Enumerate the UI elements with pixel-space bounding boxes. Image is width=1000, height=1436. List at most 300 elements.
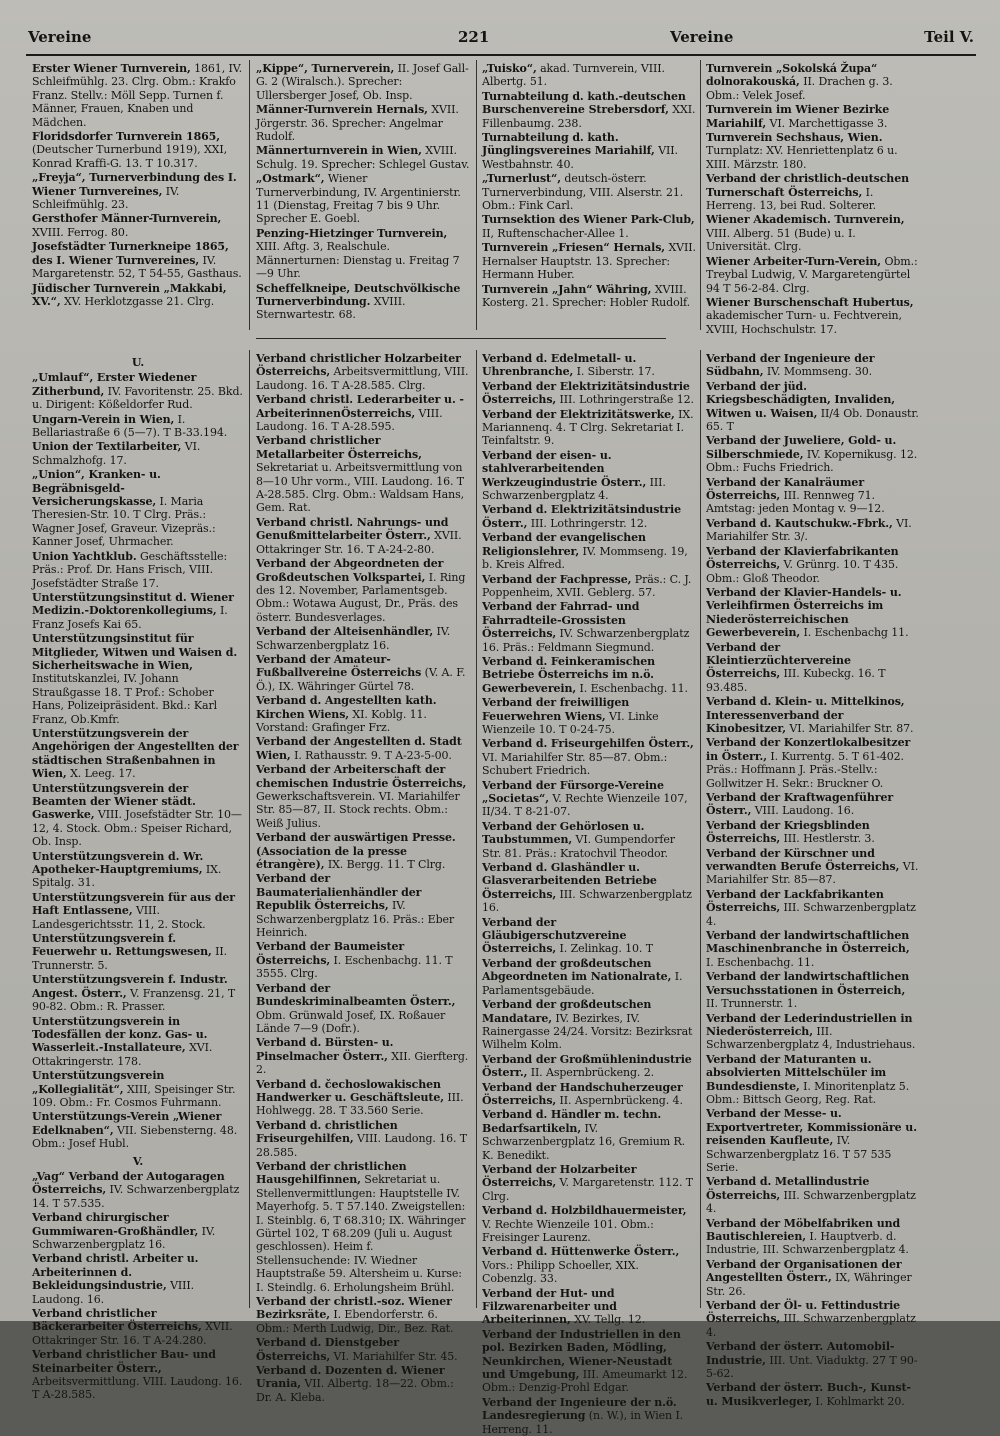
entry-name: Verband der Arbeiterschaft der chemischen Industrie Österreichs, bbox=[256, 763, 467, 790]
top-column-1 bbox=[32, 62, 244, 330]
entry-detail: VII. Albertg. 18—22. Obm.: Dr. A. Kleba. bbox=[256, 1377, 454, 1404]
entry-detail: VIII. Landesgerichtsstr. 11, 2. Stock. bbox=[32, 904, 206, 931]
entry-detail: VIII. Laudong. 16. bbox=[751, 804, 855, 818]
directory-entry bbox=[256, 103, 470, 143]
entry-detail: IV. Mommseng. 19, b. Kreis Alfred. bbox=[482, 544, 688, 572]
directory-entry bbox=[256, 694, 470, 734]
entry-detail: Turnplatz: XV. Henriettenplatz 6 u. XIII. Märzstr. 180. bbox=[706, 144, 898, 171]
entry-detail: II. Josef Gall-G. 2 (Wiralsch.). Sprecher: Ullersberger Josef, Ob. Insp. bbox=[256, 62, 469, 102]
directory-entry bbox=[706, 172, 920, 212]
entry-name: „Tuisko“, bbox=[482, 62, 537, 75]
entry-detail: X. Leeg. 17. bbox=[66, 767, 136, 781]
directory-entry bbox=[482, 1081, 696, 1108]
entry-name: Turnverein „Jahn“ Währing, bbox=[482, 282, 652, 296]
directory-entry bbox=[32, 591, 244, 631]
entry-name: Verband der landwirtschaftlichen Maschinenbranche in Österreich, bbox=[706, 929, 910, 956]
bottom-column-4 bbox=[706, 352, 920, 1408]
directory-entry bbox=[256, 516, 470, 556]
entry-detail: I. Parlamentsgebäude. bbox=[482, 970, 683, 997]
directory-entry bbox=[32, 973, 244, 1013]
entry-name: Verband der Lackfabrikanten Österreichs, bbox=[706, 887, 884, 915]
entry-detail: Sekretariat u. Stellenvermittlungen: Hauptstelle IV. Mayerhofg. 5. T 57.140. Zweigstellen: I. Steinblg. 6, T 68.310; IX. Währinger Gürtel 102, T 68.209 (Juli u. August geschlossen). Heim f. Stellensuchende: IV. Wiedner Hauptstraße 59. Altersheim u. Kurse: I. Steindlg. 6. Erholungsheim Brühl. bbox=[256, 1173, 466, 1294]
directory-entry bbox=[482, 352, 696, 379]
directory-entry bbox=[706, 791, 920, 818]
entry-name: Erster Wiener Turnverein, bbox=[32, 62, 191, 75]
entry-detail: XI. Koblg. 11. Vorstand: Grafinger Frz. bbox=[256, 707, 427, 734]
directory-entry bbox=[706, 1053, 920, 1107]
entry-name: Verband d. Holzbildhauermeister, bbox=[482, 1204, 687, 1218]
entry-name: Verband der Ingenieure der n.ö. Landesregierung bbox=[482, 1395, 677, 1423]
entry-name: Verband christlicher Holzarbeiter Österreichs, bbox=[256, 352, 461, 379]
directory-entry bbox=[256, 1336, 470, 1363]
entry-name: Verband der Baumaterialienhändler der Republik Österreichs, bbox=[256, 872, 422, 913]
directory-entry bbox=[482, 1053, 696, 1080]
entry-name: Verband der Großmühlenindustrie Österr., bbox=[482, 1052, 692, 1080]
entry-name: Verband der Fürsorge-Vereine „Societas“, bbox=[482, 778, 664, 805]
column-divider bbox=[249, 60, 250, 330]
entry-name: Verband d. Edelmetall- u. Uhrenbranche, bbox=[482, 352, 637, 379]
directory-entry bbox=[706, 586, 920, 640]
entry-name: Jüdischer Turnverein „Makkabi, XV.“, bbox=[32, 281, 227, 308]
entry-name: Wiener Akademisch. Turnverein, bbox=[706, 213, 905, 227]
entry-detail: I. Eschenbachg 11. bbox=[800, 626, 909, 640]
entry-detail: III. Schwarzenbergplatz 4. bbox=[706, 901, 916, 928]
directory-entry bbox=[32, 850, 244, 890]
entry-detail: XII. Gierfterg. 2. bbox=[256, 1049, 469, 1077]
entry-detail: III. Kubeckg. 16. T 93.485. bbox=[706, 667, 886, 694]
entry-name: Union der Textilarbeiter, bbox=[32, 440, 182, 454]
entry-name: Verband der Konzertlokalbesitzer in Österr., bbox=[706, 736, 911, 763]
entry-detail: II. Trunnerstr. 5. bbox=[32, 945, 228, 972]
entry-detail: Gewerkschaftsverein. VI. Mariahilfer Str. 85—87, II. Stock rechts. Obm.: Weiß Julius. bbox=[256, 790, 460, 830]
entry-detail: VI. Marchettigasse 3. bbox=[766, 116, 888, 130]
entry-detail: IV. Schwarzenbergplatz 16. bbox=[32, 1224, 216, 1251]
entry-detail: IV. Schwarzenbergplatz 16, Gremium R. K. Benedikt. bbox=[482, 1121, 686, 1162]
entry-detail: III. Schwarzenbergplatz 4, Industriehaus. bbox=[706, 1024, 916, 1052]
entry-detail: IV. Margaretenstr. 52, T 54-55, Gasthaus. bbox=[32, 253, 242, 281]
entry-name: Verband der Lederindustriellen in Niederösterreich, bbox=[706, 1011, 913, 1038]
entry-detail: Wiener Turnerverbindung, IV. Argentinierstr. 11 (Dienstag, Freitag 7 bis 9 Uhr. Sprecher E. Goebl. bbox=[256, 172, 461, 226]
entry-detail: III. Unt. Viaduktg. 27 T 90-5-62. bbox=[706, 1353, 918, 1381]
entry-detail: I. Eschenbachg. 11. bbox=[706, 955, 815, 969]
directory-entry bbox=[32, 1211, 244, 1251]
entry-detail: III. Schwarzenbergplatz 4. bbox=[482, 475, 666, 503]
directory-entry bbox=[482, 1245, 696, 1285]
column-divider bbox=[700, 60, 701, 330]
entry-name: Verband der Kleintierzüchtervereine Österreichs, bbox=[706, 640, 851, 681]
entry-detail: Obm.: Treybal Ludwig, V. Margaretengürtel 94 T 56-2-84. Clrg. bbox=[706, 254, 918, 295]
entry-detail: I. Maria Theresien-Str. 10. T Clrg. Präs.: Wagner Josef, Graveur. Vizepräs.: Kanner Josef, Uhrmacher. bbox=[32, 495, 216, 549]
entry-name: Verband d. christlichen Friseurgehilfen, bbox=[256, 1118, 398, 1146]
entry-detail: VII. Siebensterng. 48. Obm.: Josef Hubl. bbox=[32, 1123, 238, 1151]
entry-name: Unterstützungsverein „Kollegialität“, bbox=[32, 1069, 165, 1096]
entry-detail: I. Bellariastraße 6 (5—7). T B-33.194. bbox=[32, 412, 228, 440]
entry-detail: I. Hauptverb. d. Industrie, III. Schwarzenbergplatz 4. bbox=[706, 1230, 909, 1257]
bottom-column-2 bbox=[256, 352, 470, 1404]
directory-entry bbox=[706, 517, 920, 544]
entry-name: Unterstützungsinstitut d. Wiener Medizin.-Doktorenkollegiums, bbox=[32, 590, 234, 618]
entry-name: Josefstädter Turnerkneipe 1865, des I. Wiener Turnvereines, bbox=[32, 240, 229, 267]
directory-entry bbox=[32, 891, 244, 931]
directory-entry bbox=[256, 352, 470, 392]
entry-detail: III. Ameumarkt 12. Obm.: Denzig-Prohl Edgar. bbox=[482, 1368, 688, 1395]
entry-name: Verband d. Kautschukw.-Fbrk., bbox=[706, 516, 893, 530]
entry-detail: VI. Mariahilfer Str. 85—87. bbox=[706, 860, 919, 887]
entry-name: Verband d. Angestellten kath. Kirchen Wiens, bbox=[256, 694, 437, 721]
entry-name: Verband der Fachpresse, bbox=[482, 572, 632, 586]
directory-entry bbox=[482, 241, 696, 281]
entry-name: Verband der Kriegsblinden Österreichs, bbox=[706, 818, 870, 846]
directory-entry bbox=[256, 653, 470, 693]
entry-detail: IV. Schwarzenbergplatz 16. Präs.: Eber Heinrich. bbox=[256, 899, 455, 940]
directory-entry bbox=[32, 62, 244, 129]
header-rule bbox=[26, 54, 976, 56]
entry-name: Verband der Baumeister Österreichs, bbox=[256, 940, 405, 967]
entry-name: Verband christlicher Bau- und Steinarbeiter Österr., bbox=[32, 1348, 216, 1375]
directory-entry bbox=[706, 476, 920, 516]
directory-entry bbox=[256, 872, 470, 939]
directory-entry bbox=[482, 531, 696, 571]
entry-detail: IX. Spitalg. 31. bbox=[32, 863, 222, 890]
directory-entry bbox=[706, 434, 920, 474]
entry-detail: Vors.: Philipp Schoeller, XIX. Cobenzlg. 33. bbox=[482, 1258, 639, 1286]
entry-detail: V. Grünrg. 10. T 435. Obm.: Gloß Theodor. bbox=[706, 558, 899, 585]
entry-detail: VI. Mariahilfer Str. 45. bbox=[330, 1349, 458, 1363]
directory-entry bbox=[256, 1364, 470, 1404]
directory-entry bbox=[32, 727, 244, 781]
entry-name: Unterstützungsverein der Beamten der Wiener städt. Gaswerke, bbox=[32, 781, 196, 822]
entry-name: Wiener Arbeiter-Turn-Verein, bbox=[706, 254, 882, 268]
directory-entry bbox=[256, 1160, 470, 1294]
entry-detail: VIII. Laudong. 16. T A-28.595. bbox=[256, 406, 443, 434]
entry-detail: I. Franz Josefs Kai 65. bbox=[32, 604, 228, 631]
entry-detail: II. Drachen g. 3. Obm.: Velek Josef. bbox=[706, 75, 893, 102]
entry-name: Männer-Turnverein Hernals, bbox=[256, 103, 428, 117]
entry-name: Verband d. Metallindustrie Österreichs, bbox=[706, 1175, 870, 1202]
entry-name: Verband der Juweliere, Gold- u. Silberschmiede, bbox=[706, 434, 897, 461]
entry-detail: VI. Gumpendorfer Str. 81. Präs.: Kratochvil Theodor. bbox=[482, 833, 675, 860]
entry-name: „Umlauf“, Erster Wiedener Zitherbund, bbox=[32, 371, 197, 398]
entry-detail: II/4 Ob. Donaustr. 65. T bbox=[706, 406, 919, 434]
entry-detail: Sekretariat u. Arbeitsvermittlung von 8—10 Uhr vorm., VIII. Laudong. 16. T A-28.585. Clrg. Obm.: Waldsam Hans, Gem. Rat. bbox=[256, 461, 465, 515]
directory-entry bbox=[482, 1163, 696, 1203]
entry-detail: VI. Schmalzhofg. 17. bbox=[32, 440, 201, 467]
directory-entry bbox=[706, 545, 920, 585]
entry-name: Turnabteilung d. kath.-deutschen Burschenvereine Strebersdorf, bbox=[482, 89, 686, 117]
entry-detail: I. Kurrentg. 5. T 61-402. Präs.: Hoffmann J. Präs.-Stellv.: Gollwitzer H. Sekr.: Bruckner O. bbox=[706, 749, 904, 790]
directory-entry bbox=[706, 213, 920, 253]
entry-detail: III. Lothringerstraße 12. bbox=[556, 393, 694, 407]
entry-name: „Vag“ Verband der Autogaragen Österreichs, bbox=[32, 1169, 225, 1197]
part-label: Teil V. bbox=[924, 28, 974, 46]
entry-name: Verband d. Hüttenwerke Österr., bbox=[482, 1245, 680, 1259]
entry-detail: I. Herreng. 13, bei Rud. Solterer. bbox=[706, 185, 877, 213]
entry-name: Verband der Messe- u. Exportvertreter, Kommissionäre u. reisenden Kaufleute, bbox=[706, 1107, 917, 1148]
entry-name: Verband d. Glashändler u. Glasverarbeitenden Betriebe Österreichs, bbox=[482, 861, 657, 901]
entry-name: Wiener Burschenschaft Hubertus, bbox=[706, 295, 914, 309]
entry-name: Verband d. Klein- u. Mittelkinos, Interessenverband der Kinobesitzer, bbox=[706, 695, 905, 735]
entry-detail: III. Hestlerstr. 3. bbox=[780, 832, 875, 846]
directory-entry bbox=[482, 916, 696, 956]
entry-name: Penzing-Hietzinger Turnverein, bbox=[256, 226, 448, 240]
entry-detail: I. Minoritenplatz 5. Obm.: Bittsch Georg, Reg. Rat. bbox=[706, 1079, 910, 1106]
entry-name: Verband der christlichen Hausgehilfinnen, bbox=[256, 1159, 407, 1187]
entry-detail: IV. Schwarzenbergplatz 16. Präs.: Feldmann Siegmund. bbox=[482, 627, 690, 654]
entry-detail: IV. Schwarzenbergplatz 14. T 57.535. bbox=[32, 1183, 240, 1210]
directory-entry bbox=[482, 283, 696, 310]
entry-detail: VI. Mariahilfer Str. 3/. bbox=[706, 516, 912, 544]
entry-name: Verband der Öl- u. Fettindustrie Österreichs, bbox=[706, 1299, 901, 1326]
entry-name: Scheffelkneipe, Deutschvölkische Turnerverbindung. bbox=[256, 281, 461, 308]
entry-name: Turnverein „Friesen“ Hernals, bbox=[482, 241, 666, 255]
directory-entry bbox=[482, 573, 696, 600]
directory-entry bbox=[32, 1170, 244, 1210]
entry-name: Verband d. Händler m. techn. Bedarfsartikeln, bbox=[482, 1108, 662, 1135]
entry-detail: XVIII. Ferrog. 80. bbox=[32, 225, 129, 239]
entry-name: „Kippe“, Turnerverein, bbox=[256, 62, 395, 75]
directory-entry bbox=[482, 408, 696, 448]
directory-entry bbox=[32, 632, 244, 726]
entry-detail: I. Kohlmarkt 20. bbox=[812, 1394, 905, 1408]
entry-name: Verband der Gehörlosen u. Taubstummen, bbox=[482, 819, 645, 847]
directory-entry bbox=[706, 1107, 920, 1174]
entry-detail: VI. Mariahilfer Str. 85—87. Obm.: Schubert Friedrich. bbox=[482, 750, 668, 778]
directory-entry bbox=[706, 62, 920, 102]
directory-entry bbox=[482, 600, 696, 654]
entry-name: Verband der Möbelfabriken und Bautischlereien, bbox=[706, 1216, 901, 1243]
directory-entry bbox=[482, 449, 696, 503]
directory-entry bbox=[706, 296, 920, 336]
section-rule bbox=[256, 338, 666, 339]
entry-name: Unterstützungsverein für aus der Haft Entlassene, bbox=[32, 890, 235, 918]
entry-name: Verband der eisen- u. stahlverarbeitenden Werkzeugindustrie Österr., bbox=[482, 448, 647, 489]
directory-entry bbox=[256, 434, 470, 514]
directory-entry bbox=[32, 171, 244, 211]
entry-detail: Arbeitsvermittlung, VIII. Laudong. 16. T A-28.585. Clrg. bbox=[256, 365, 469, 392]
directory-entry bbox=[482, 1287, 696, 1327]
entry-detail: I. Zelinkag. 10. T bbox=[556, 942, 653, 956]
entry-name: Verband d. Friseurgehilfen Österr., bbox=[482, 737, 694, 751]
entry-detail: IX, Währinger Str. 26. bbox=[706, 1271, 912, 1298]
directory-entry bbox=[256, 227, 470, 281]
entry-detail: VIII. Josefstädter Str. 10—12, 4. Stock. Obm.: Speiser Richard, Ob. Insp. bbox=[32, 808, 242, 849]
column-divider bbox=[249, 350, 250, 1308]
entry-detail: XXI. Fillenbaumg. 238. bbox=[482, 103, 696, 130]
directory-entry bbox=[32, 440, 244, 467]
entry-name: Gersthofer Männer-Turnverein, bbox=[32, 212, 222, 226]
entry-name: Verband der Abgeordneten der Großdeutschen Volkspartei, bbox=[256, 557, 444, 584]
directory-entry bbox=[32, 468, 244, 548]
directory-entry bbox=[256, 831, 470, 871]
entry-detail: Obm. Grünwald Josef, IX. Roßauer Lände 7—9 (Dofr.). bbox=[256, 1008, 446, 1035]
entry-detail: 1861, IV. Schleifmühlg. 23. Clrg. Obm.: Krakfo Franz. Stellv.: Möll Sepp. Turnen f. Männer, Frauen, Knaben und Mädchen. bbox=[32, 62, 243, 129]
directory-entry bbox=[482, 213, 696, 240]
directory-entry bbox=[32, 1110, 244, 1150]
directory-entry bbox=[482, 1108, 696, 1162]
running-head-left: Vereine bbox=[28, 28, 92, 46]
section-letter: U. bbox=[131, 356, 145, 369]
directory-entry bbox=[706, 352, 920, 379]
entry-detail: III. Hohlwegg. 28. T 33.560 Serie. bbox=[256, 1090, 464, 1118]
entry-name: Turnsektion des Wiener Park-Club, bbox=[482, 213, 695, 227]
entry-name: Verband christlicher Bäckerarbeiter Österreichs, bbox=[32, 1307, 202, 1334]
entry-name: Verband christlicher Metallarbeiter Österreichs, bbox=[256, 434, 422, 461]
directory-entry bbox=[32, 1069, 244, 1109]
top-column-4 bbox=[706, 62, 920, 336]
directory-entry bbox=[482, 655, 696, 695]
entry-name: Verband der Klavierfabrikanten Österreichs, bbox=[706, 544, 899, 572]
directory-entry bbox=[706, 1381, 920, 1408]
entry-detail: (Deutscher Turnerbund 1919), XXI, Konrad Kraffi-G. 13. T 10.317. bbox=[32, 143, 228, 170]
directory-entry bbox=[256, 735, 470, 762]
entry-detail: deutsch-österr. Turnerverbindung, VIII. Alserstr. 21. Obm.: Fink Carl. bbox=[482, 172, 684, 213]
entry-name: Verband der Bundeskriminalbeamten Österr., bbox=[256, 981, 456, 1009]
directory-entry bbox=[706, 380, 920, 434]
entry-detail: I. Siberstr. 17. bbox=[573, 365, 655, 379]
directory-entry bbox=[706, 819, 920, 846]
directory-entry bbox=[482, 696, 696, 736]
entry-name: Verband der Fahrrad- und Fahrradteile-Grossisten Österreichs, bbox=[482, 600, 640, 641]
entry-detail: III. Lothringerstr. 12. bbox=[527, 516, 648, 530]
entry-name: Verband der österr. Buch-, Kunst- u. Musikverleger, bbox=[706, 1381, 911, 1408]
bottom-column-1 bbox=[32, 352, 244, 1402]
entry-name: Verband d. Dienstgeber Österreichs, bbox=[256, 1336, 399, 1363]
directory-entry bbox=[32, 932, 244, 972]
directory-entry bbox=[482, 1396, 696, 1436]
directory-entry bbox=[256, 393, 470, 433]
entry-name: Unterstützungsverein der Angehörigen der Angestellten der städtischen Straßenbahnen in Wien, bbox=[32, 726, 239, 781]
entry-name: Verband d. Elektrizitätsindustrie Österr., bbox=[482, 503, 681, 530]
entry-detail: VIII. Laudong. 16. T 28.585. bbox=[256, 1132, 468, 1159]
entry-name: Verband der österr. Automobil-Industrie, bbox=[706, 1340, 895, 1367]
directory-entry bbox=[706, 1299, 920, 1339]
entry-detail: XVII. Ottakringer Str. 16. T A-24-2-80. bbox=[256, 529, 462, 556]
entry-name: Verband der Gläubigerschutzvereine Österreichs, bbox=[482, 915, 627, 956]
entry-name: Verband der landwirtschaftlichen Versuchsstationen in Österreich, bbox=[706, 970, 910, 997]
entry-detail: IV. Kopernikusg. 12. Obm.: Fuchs Friedrich. bbox=[706, 447, 918, 475]
directory-entry bbox=[482, 1328, 696, 1395]
bottom-column-3 bbox=[482, 352, 696, 1436]
entry-name: Verband der Holzarbeiter Österreichs, bbox=[482, 1162, 637, 1190]
entry-name: Verband der Angestellten d. Stadt Wien, bbox=[256, 735, 462, 762]
entry-name: Verband der freiwilligen Feuerwehren Wiens, bbox=[482, 696, 630, 723]
entry-detail: IV. Schwarzenbergplatz 16. T 57 535 Serie. bbox=[706, 1134, 892, 1174]
entry-detail: I. Ebendorferstr. 6. Obm.: Merth Ludwig, Dir., Bez. Rat. bbox=[256, 1308, 454, 1335]
directory-entry bbox=[482, 380, 696, 407]
directory-entry bbox=[482, 90, 696, 130]
directory-entry bbox=[32, 782, 244, 849]
entry-name: „Ostmark“, bbox=[256, 172, 325, 186]
entry-detail: IX. Bergg. 11. T Clrg. bbox=[324, 858, 446, 872]
entry-detail: I. Eschenbachg. 11. bbox=[576, 681, 688, 695]
entry-name: Verband der evangelischen Religionslehrer, bbox=[482, 531, 646, 558]
directory-entry bbox=[32, 1015, 244, 1069]
entry-detail: Geschäftsstelle: Präs.: Prof. Dr. Hans Frisch, VIII. Josefstädter Straße 17. bbox=[32, 549, 228, 590]
directory-entry bbox=[32, 240, 244, 280]
directory-entry bbox=[32, 1307, 244, 1347]
directory-entry bbox=[482, 779, 696, 819]
directory-entry bbox=[482, 957, 696, 997]
entry-detail: XVIII. Kosterg. 21. Sprecher: Hobler Rudolf. bbox=[482, 282, 691, 309]
entry-detail: IX. Mariannenq. 4. T Clrg. Sekretariat I. Teinfaltstr. 9. bbox=[482, 407, 694, 448]
entry-detail: XV. Herklotzgasse 21. Clrg. bbox=[60, 294, 215, 308]
entry-name: Verband der christlich-deutschen Turnerschaft Österreichs, bbox=[706, 172, 909, 199]
directory-entry bbox=[706, 1217, 920, 1257]
entry-name: Ungarn-Verein in Wien, bbox=[32, 412, 175, 426]
entry-name: Verband der großdeutschen Abgeordneten im Nationalrate, bbox=[482, 956, 672, 984]
entry-name: Turnverein „Sokolská Župa“ dolnorakouská, bbox=[706, 62, 878, 89]
entry-detail: I. Eschenbachg. 11. T 3555. Clrg. bbox=[256, 953, 453, 981]
directory-entry bbox=[256, 940, 470, 980]
entry-detail: III. Schwarzenbergplatz 4. bbox=[706, 1188, 916, 1216]
directory-entry bbox=[32, 550, 244, 590]
entry-name: Verband der Maturanten u. absolvierten Mittelschüler im Bundesdienste, bbox=[706, 1052, 887, 1093]
entry-detail: V. Rechte Wienzeile 101. Obm.: Freisinger Laurenz. bbox=[482, 1217, 654, 1244]
directory-entry bbox=[706, 1012, 920, 1052]
entry-name: Verband der Elektrizitätswerke, bbox=[482, 407, 675, 421]
section-letter: V. bbox=[132, 1154, 144, 1168]
entry-detail: Institutskanzlei, IV. Johann Straußgasse 18. T Prof.: Schober Hans, Polizeipräsident. Bkd.: Karl Franz, Ob.Kmfr. bbox=[32, 672, 218, 726]
directory-entry bbox=[706, 929, 920, 969]
directory-entry bbox=[256, 144, 470, 171]
directory-entry bbox=[706, 695, 920, 735]
entry-name: Verband der großdeutschen Mandatare, bbox=[482, 998, 652, 1025]
entry-detail: I. Rathausstr. 9. T A-23-5-00. bbox=[290, 748, 452, 762]
directory-entry bbox=[706, 1175, 920, 1215]
directory-entry bbox=[706, 736, 920, 790]
entry-name: Turnverein im Wiener Bezirke Mariahilf, bbox=[706, 103, 890, 130]
directory-entry bbox=[482, 172, 696, 212]
directory-entry bbox=[482, 503, 696, 530]
entry-detail: IV. Schleifmühlg. 23. bbox=[32, 184, 180, 212]
top-column-2 bbox=[256, 62, 470, 330]
directory-entry bbox=[256, 172, 470, 226]
entry-name: Verband der christl.-soz. Wiener Bezirksräte, bbox=[256, 1295, 452, 1322]
directory-entry bbox=[32, 1252, 244, 1306]
entry-name: Turnabteilung d. kath. Jünglingsvereines Mariahilf, bbox=[482, 131, 655, 158]
directory-entry bbox=[706, 970, 920, 1010]
directory-entry bbox=[706, 255, 920, 295]
entry-name: Verband der jüd. Kriegsbeschädigten, Invaliden, Witwen u. Waisen, bbox=[706, 379, 895, 420]
entry-name: Verband der Kanalräumer Österreichs, bbox=[706, 475, 865, 503]
directory-entry bbox=[482, 737, 696, 777]
entry-name: Verband der Kraftwagenführer Österr., bbox=[706, 791, 894, 818]
entry-detail: II. Trunnerstr. 1. bbox=[706, 997, 798, 1011]
directory-entry bbox=[32, 1348, 244, 1402]
entry-name: Verband der Alteisenhändler, bbox=[256, 625, 434, 639]
entry-name: Unterstützungsverein d. Wr. Apotheker-Hauptgremiums, bbox=[32, 849, 204, 877]
entry-name: Verband der Klavier-Handels- u. Verleihfirmen Österreichs im Niederösterreichischen Gewerbeverein, bbox=[706, 585, 902, 640]
directory-entry bbox=[482, 1204, 696, 1244]
entry-name: Verband christl. Arbeiter u. Arbeiterinnen d. Bekleidungsindustrie, bbox=[32, 1252, 199, 1293]
entry-name: Verband der Elektrizitätsindustrie Österreichs, bbox=[482, 379, 690, 407]
entry-name: Unterstützungsverein f. Industr. Angest. Österr., bbox=[32, 973, 228, 1000]
entry-detail: III. Schwarzenbergplatz 16. bbox=[482, 887, 692, 915]
directory-entry bbox=[706, 1258, 920, 1298]
directory-entry bbox=[32, 130, 244, 170]
entry-detail: IV. Schwarzenbergplatz 16. bbox=[256, 625, 451, 652]
entry-detail: IV. Favoritenstr. 25. Bkd. u. Dirigent: Kößeldorfer Rud. bbox=[32, 384, 243, 412]
entry-name: Verband d. Bürsten- u. Pinselmacher Österr., bbox=[256, 1036, 394, 1063]
entry-detail: XVII. Jörgerstr. 36. Sprecher: Angelmar Rudolf. bbox=[256, 103, 459, 144]
entry-name: Unterstützungs-Verein „Wiener Edelknaben“, bbox=[32, 1110, 222, 1137]
directory-entry bbox=[482, 62, 696, 89]
directory-entry bbox=[706, 1340, 920, 1380]
entry-name: Unterstützungsverein in Todesfällen der konz. Gas- u. Wasserleit.-Installateure, bbox=[32, 1014, 208, 1055]
directory-entry bbox=[32, 413, 244, 440]
entry-name: Verband christl. Nahrungs- und Genußmittelarbeiter Österr., bbox=[256, 515, 449, 543]
entry-detail: IV. Mommseng. 30. bbox=[763, 365, 873, 379]
